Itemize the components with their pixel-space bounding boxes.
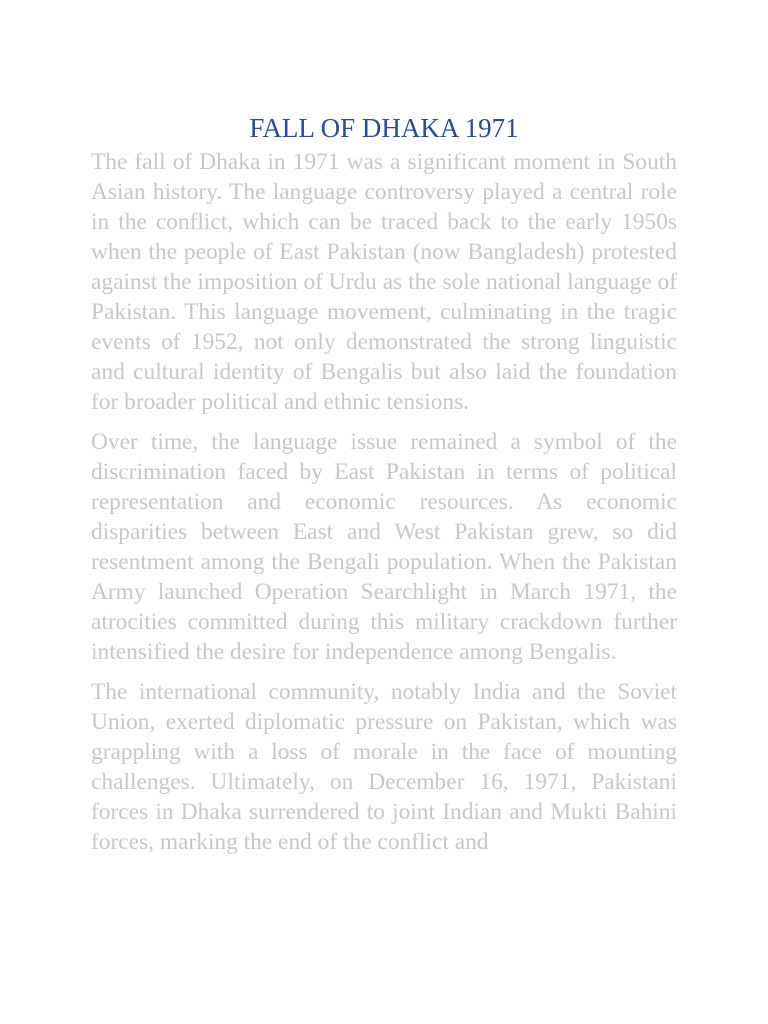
paragraph-2: Over time, the language issue remained a symbol of the discrimination faced by East Pakistan in terms of political representation and economic resources. As economic disparities between East and West Pakistan grew, so did resentment among the Bengali population. When the Pakistan Army launched Operation Searchlight in March 1971, the atrocities committed during this military crackdown further intensified the desire for independence among Bengalis.	[91, 429, 677, 665]
paragraph-3: The international community, notably India and the Soviet Union, exerted diplomatic pressure on Pakistan, which was grappling with a loss of morale in the face of mounting challenges. Ultimately, on December 16, 1971, Pakistani forces in Dhaka surrendered to joint Indian and Mukti Bahini forces, marking the end of the conflict and	[91, 679, 677, 855]
document-title: FALL OF DHAKA 1971	[249, 113, 519, 143]
document-body	[91, 147, 677, 867]
paragraph-1: The fall of Dhaka in 1971 was a significant moment in South Asian history. The language controversy played a central role in the conflict, which can be traced back to the early 1950s when the people of East Pakistan (now Bangladesh) protested against the imposition of Urdu as the sole national language of Pakistan. This language movement, culminating in the tragic events of 1952, not only demonstrated the strong linguistic and cultural identity of Bengalis but also laid the foundation for broader political and ethnic tensions.	[91, 149, 677, 415]
